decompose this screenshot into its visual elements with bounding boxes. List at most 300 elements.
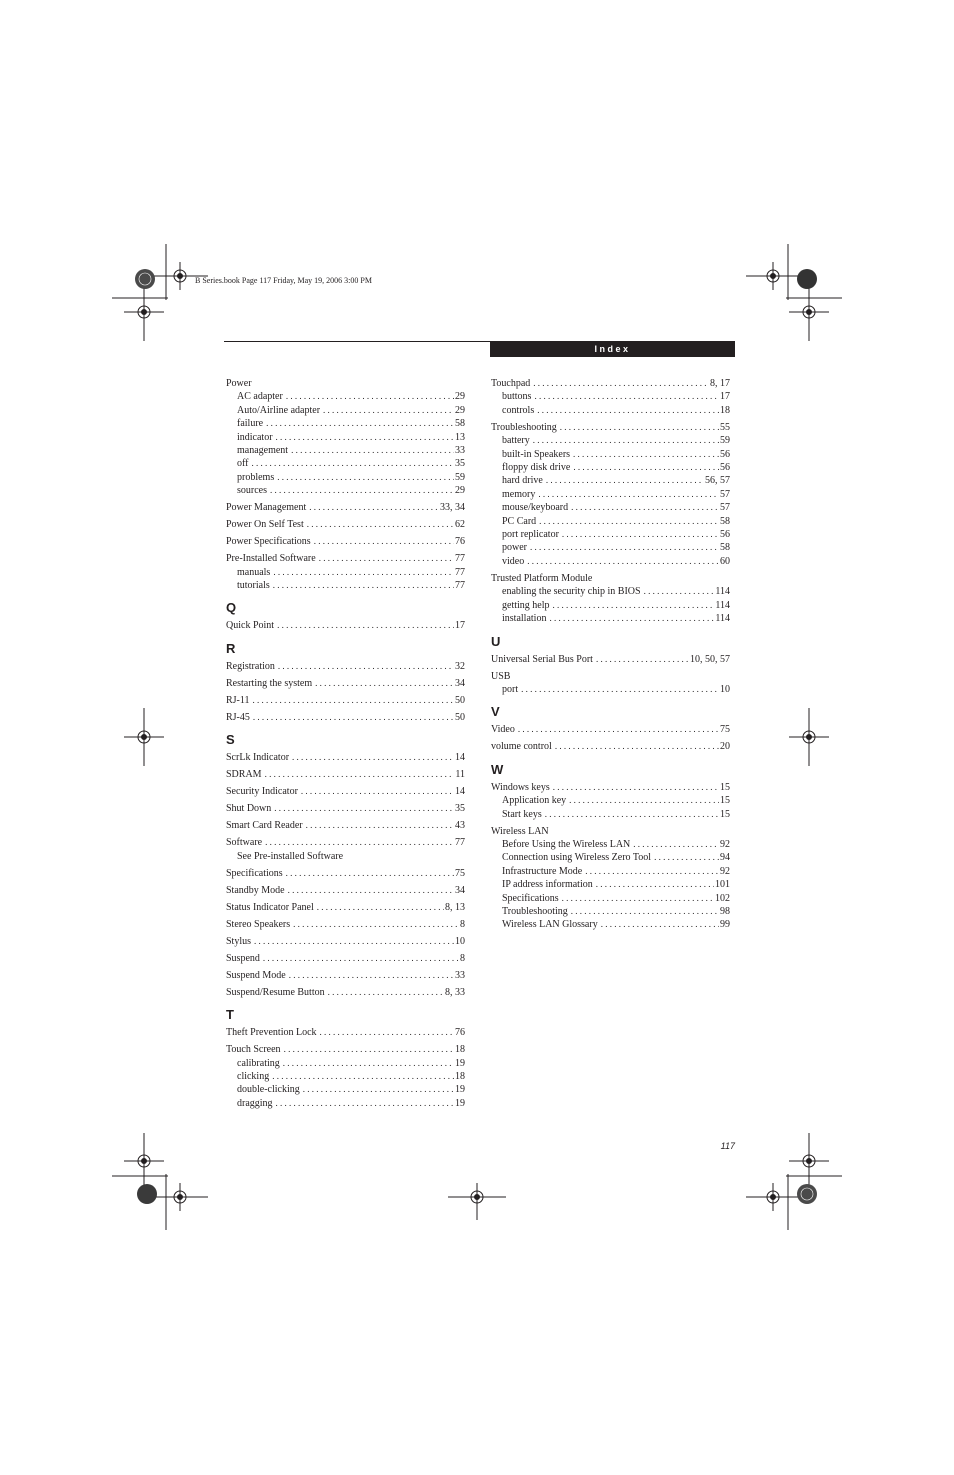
index-subentry	[491, 488, 730, 501]
entry-page-refs: 20	[720, 741, 730, 753]
dot-leader	[573, 461, 719, 474]
entry-page-refs: 58	[720, 542, 730, 554]
index-entry	[491, 781, 730, 794]
book-slug-line: B Series.book Page 117 Friday, May 19, 2006 3:00 PM	[195, 276, 372, 285]
entry-page-refs: 10	[720, 683, 730, 695]
entry-term: IP address information	[502, 879, 593, 891]
dot-leader	[277, 619, 454, 632]
index-subentry	[491, 612, 730, 625]
index-entry	[226, 918, 465, 931]
dot-leader	[291, 444, 454, 457]
entry-page-refs: 8	[460, 952, 465, 964]
dot-leader	[644, 585, 715, 598]
dot-leader	[518, 723, 719, 736]
index-entry	[226, 518, 465, 531]
index-entry	[226, 819, 465, 832]
dot-leader	[306, 819, 454, 832]
entry-page-refs: 94	[720, 852, 730, 864]
index-column-right	[491, 377, 730, 932]
entry-page-refs: 15	[720, 781, 730, 793]
index-entry	[491, 825, 730, 838]
dot-leader	[549, 612, 714, 625]
entry-term: Power Management	[226, 502, 307, 514]
entry-page-refs: 98	[720, 905, 730, 917]
entry-page-refs: 57	[720, 488, 730, 500]
index-subentry	[226, 457, 465, 470]
entry-term: Registration	[226, 660, 275, 672]
dot-leader	[596, 653, 689, 666]
entry-term: port	[502, 683, 519, 695]
entry-page-refs: 33	[455, 445, 465, 457]
entry-term: Troubleshooting	[491, 421, 557, 433]
entry-term: Touch Screen	[226, 1044, 281, 1056]
entry-term: volume control	[491, 741, 552, 753]
dot-leader	[555, 740, 719, 753]
dot-leader	[654, 851, 719, 864]
dot-leader	[545, 808, 719, 821]
entry-page-refs: 101	[715, 879, 730, 891]
dot-leader	[521, 683, 719, 696]
dot-leader	[309, 501, 439, 514]
index-subentry	[491, 461, 730, 474]
entry-page-refs: 17	[720, 391, 730, 403]
entry-term: Suspend Mode	[226, 969, 286, 981]
index-subentry	[491, 501, 730, 514]
dot-leader	[538, 488, 719, 501]
entry-term: Suspend	[226, 952, 260, 964]
entry-term: Restarting the system	[226, 677, 313, 689]
entry-page-refs: 56	[720, 529, 730, 541]
entry-page-refs: 29	[455, 404, 465, 416]
entry-page-refs: 59	[455, 471, 465, 483]
dot-leader	[253, 711, 454, 724]
entry-term: clicking	[237, 1070, 270, 1082]
dot-leader	[277, 471, 454, 484]
entry-term: AC adapter	[237, 391, 283, 403]
entry-page-refs: 34	[455, 884, 465, 896]
entry-term: Wireless LAN Glossary	[502, 919, 598, 931]
index-entry	[226, 1043, 465, 1056]
index-entry	[226, 751, 465, 764]
dot-leader	[319, 552, 454, 565]
entry-page-refs: 56	[720, 462, 730, 474]
entry-term: RJ-45	[226, 711, 250, 723]
entry-term: Wireless LAN	[491, 825, 549, 837]
entry-term: problems	[237, 471, 275, 483]
index-subentry	[491, 434, 730, 447]
entry-term: Stereo Speakers	[226, 918, 291, 930]
entry-term: Universal Serial Bus Port	[491, 653, 593, 665]
header-rule	[224, 341, 490, 342]
entry-page-refs: 19	[455, 1097, 465, 1109]
index-subentry	[226, 444, 465, 457]
entry-page-refs: 58	[455, 418, 465, 430]
dot-leader	[254, 935, 454, 948]
dot-leader	[273, 566, 454, 579]
entry-page-refs: 77	[455, 566, 465, 578]
index-entry	[491, 653, 730, 666]
index-entry	[226, 768, 465, 781]
entry-page-refs: 29	[455, 391, 465, 403]
entry-page-refs: 15	[720, 808, 730, 820]
dot-leader	[569, 794, 719, 807]
entry-term: Before Using the Wireless LAN	[502, 838, 631, 850]
entry-term: USB	[491, 670, 511, 682]
entry-term: power	[502, 542, 527, 554]
entry-term: Auto/Airline adapter	[237, 404, 321, 416]
dot-leader	[265, 768, 455, 781]
entry-page-refs: 33	[455, 969, 465, 981]
entry-page-refs: 10	[455, 935, 465, 947]
entry-page-refs: 76	[455, 1027, 465, 1039]
entry-page-refs: 114	[715, 599, 730, 611]
entry-term: Troubleshooting	[502, 905, 568, 917]
section-letter: W	[491, 761, 504, 777]
dot-leader	[546, 474, 704, 487]
dot-leader	[534, 390, 719, 403]
dot-leader	[560, 421, 719, 434]
entry-term: PC Card	[502, 515, 537, 527]
section-letter: U	[491, 633, 501, 649]
entry-term: Power	[226, 378, 252, 389]
index-subentry	[491, 528, 730, 541]
index-entry	[226, 660, 465, 673]
dot-leader	[633, 838, 719, 851]
entry-term: Start keys	[502, 808, 542, 820]
entry-term: failure	[237, 418, 264, 430]
index-subentry	[226, 1057, 465, 1070]
dot-leader	[251, 457, 454, 470]
entry-term: controls	[502, 404, 535, 416]
entry-term: Standby Mode	[226, 884, 285, 896]
entry-term: RJ-11	[226, 694, 250, 706]
index-subentry	[226, 566, 465, 579]
entry-page-refs: 55	[720, 421, 730, 433]
entry-page-refs: 75	[455, 867, 465, 879]
entry-term: Power Specifications	[226, 536, 311, 548]
entry-page-refs: 8, 13	[445, 901, 465, 913]
entry-term: mouse/keyboard	[502, 502, 569, 514]
dot-leader	[601, 918, 719, 931]
entry-page-refs: 32	[455, 660, 465, 672]
entry-page-refs: 13	[455, 431, 465, 443]
dot-leader	[288, 884, 454, 897]
dot-leader	[320, 1026, 454, 1039]
entry-page-refs: 8	[460, 918, 465, 930]
index-subentry	[226, 1083, 465, 1096]
running-header: Index	[490, 341, 735, 357]
entry-page-refs: 99	[720, 919, 730, 931]
dot-leader	[527, 555, 719, 568]
index-entry	[226, 377, 465, 390]
entry-term: ScrLk Indicator	[226, 752, 290, 764]
entry-page-refs: 50	[455, 711, 465, 723]
entry-page-refs: 56, 57	[705, 475, 730, 487]
entry-page-refs: 10, 50, 57	[690, 653, 730, 665]
dot-leader	[307, 518, 454, 531]
entry-page-refs: 76	[455, 536, 465, 548]
entry-term: Infrastructure Mode	[502, 865, 583, 877]
index-entry	[226, 836, 465, 849]
index-subentry	[491, 851, 730, 864]
entry-term: getting help	[502, 599, 550, 611]
index-subentry	[491, 390, 730, 403]
index-subentry	[491, 555, 730, 568]
entry-term: Smart Card Reader	[226, 820, 303, 832]
index-subentry	[491, 865, 730, 878]
entry-term: SDRAM	[226, 769, 262, 781]
entry-page-refs: 35	[455, 803, 465, 815]
entry-term: Quick Point	[226, 620, 275, 632]
dot-leader	[292, 751, 454, 764]
entry-term: Touchpad	[491, 378, 531, 389]
entry-page-refs: 77	[455, 837, 465, 849]
entry-page-refs: 50	[455, 694, 465, 706]
dot-leader	[553, 599, 715, 612]
entry-term: manuals	[237, 566, 271, 578]
entry-page-refs: 43	[455, 820, 465, 832]
entry-term: Application key	[502, 795, 567, 807]
entry-term: calibrating	[237, 1057, 280, 1069]
index-subentry	[226, 404, 465, 417]
index-subentry	[491, 541, 730, 554]
section-letter: S	[226, 732, 235, 748]
entry-term: Windows keys	[491, 781, 550, 793]
entry-page-refs: 102	[715, 892, 730, 904]
index-entry	[226, 677, 465, 690]
entry-term: Stylus	[226, 935, 252, 947]
dot-leader	[562, 892, 714, 905]
entry-page-refs: 19	[455, 1057, 465, 1069]
index-subentry	[491, 585, 730, 598]
index-subentry	[226, 579, 465, 592]
entry-term: double-clicking	[237, 1084, 300, 1096]
dot-leader	[272, 1070, 454, 1083]
index-subentry	[226, 484, 465, 497]
entry-page-refs: 92	[720, 838, 730, 850]
entry-term: Video	[491, 724, 515, 736]
entry-term: Shut Down	[226, 803, 272, 815]
dot-leader	[286, 867, 454, 880]
index-entry	[226, 694, 465, 707]
section-letter: V	[491, 704, 500, 720]
dot-leader	[562, 528, 719, 541]
dot-leader	[571, 501, 719, 514]
index-subentry	[491, 808, 730, 821]
entry-page-refs: 56	[720, 448, 730, 460]
index-entry	[226, 952, 465, 965]
index-subentry	[491, 515, 730, 528]
entry-term: hard drive	[502, 475, 543, 487]
entry-term: Suspend/Resume Button	[226, 986, 325, 998]
entry-term: port replicator	[502, 529, 559, 541]
index-entry	[226, 867, 465, 880]
index-subentry	[491, 404, 730, 417]
index-subentry	[491, 905, 730, 918]
entry-page-refs: 17	[455, 620, 465, 632]
index-entry	[226, 785, 465, 798]
index-entry	[226, 535, 465, 548]
index-entry	[491, 572, 730, 585]
index-entry	[491, 723, 730, 736]
section-letter: T	[226, 1007, 234, 1023]
entry-page-refs: 15	[720, 795, 730, 807]
dot-leader	[293, 918, 459, 931]
entry-page-refs: 8, 33	[445, 986, 465, 998]
entry-term: Specifications	[226, 867, 283, 879]
entry-page-refs: 57	[720, 502, 730, 514]
entry-page-refs: 33, 34	[440, 502, 465, 514]
dot-leader	[314, 535, 454, 548]
entry-page-refs: 14	[455, 786, 465, 798]
dot-leader	[537, 404, 719, 417]
entry-term: dragging	[237, 1097, 273, 1109]
dot-leader	[274, 802, 454, 815]
dot-leader	[573, 448, 719, 461]
index-entry	[226, 901, 465, 914]
dot-leader	[289, 969, 454, 982]
index-subentry	[491, 794, 730, 807]
dot-leader	[533, 434, 719, 447]
dot-leader	[571, 905, 719, 918]
entry-term: Power On Self Test	[226, 519, 304, 531]
dot-leader	[270, 484, 454, 497]
index-subentry	[226, 1097, 465, 1110]
entry-page-refs: 77	[455, 553, 465, 565]
entry-page-refs: 75	[720, 724, 730, 736]
dot-leader	[273, 579, 454, 592]
index-subentry	[491, 599, 730, 612]
dot-leader	[317, 901, 444, 914]
entry-page-refs: 114	[715, 586, 730, 598]
entry-term: Security Indicator	[226, 786, 298, 798]
index-column-left	[226, 377, 465, 1110]
entry-page-refs: 59	[720, 435, 730, 447]
dot-leader	[276, 431, 454, 444]
dot-leader	[253, 694, 454, 707]
entry-term: tutorials	[237, 580, 270, 592]
index-entry	[226, 969, 465, 982]
page-number: 117	[720, 1141, 735, 1151]
entry-term: Pre-Installed Software	[226, 553, 316, 565]
index-subentry	[226, 471, 465, 484]
index-entry	[226, 501, 465, 514]
entry-term: indicator	[237, 431, 273, 443]
index-subentry	[226, 431, 465, 444]
entry-page-refs: 11	[455, 769, 465, 781]
index-entry	[226, 802, 465, 815]
entry-term: built-in Speakers	[502, 448, 571, 460]
index-entry	[226, 1026, 465, 1039]
dot-leader	[301, 785, 454, 798]
entry-term: Specifications	[502, 892, 559, 904]
index-entry	[226, 935, 465, 948]
entry-term: Trusted Platform Module	[491, 572, 593, 584]
index-entry	[491, 377, 730, 390]
index-entry	[226, 986, 465, 999]
index-subentry	[491, 474, 730, 487]
index-subentry	[226, 1070, 465, 1083]
dot-leader	[303, 1083, 454, 1096]
entry-page-refs: 60	[720, 555, 730, 567]
dot-leader	[284, 1043, 454, 1056]
entry-page-refs: 14	[455, 752, 465, 764]
index-subentry	[491, 918, 730, 931]
index-subentry	[491, 683, 730, 696]
entry-term: Theft Prevention Lock	[226, 1027, 317, 1039]
entry-term: sources	[237, 485, 267, 497]
dot-leader	[530, 541, 719, 554]
see-reference: See Pre-installed Software	[237, 850, 344, 862]
dot-leader	[323, 404, 454, 417]
dot-leader	[328, 986, 444, 999]
section-letter: R	[226, 640, 236, 656]
index-subentry	[491, 448, 730, 461]
entry-page-refs: 114	[715, 613, 730, 625]
entry-term: video	[502, 555, 525, 567]
index-entry	[491, 740, 730, 753]
index-subentry	[226, 390, 465, 403]
index-subentry	[226, 417, 465, 430]
dot-leader	[596, 878, 714, 891]
dot-leader	[315, 677, 454, 690]
index-entry	[226, 884, 465, 897]
index-subentry	[491, 838, 730, 851]
entry-page-refs: 18	[455, 1070, 465, 1082]
entry-term: off	[237, 458, 249, 470]
dot-leader	[286, 390, 454, 403]
index-entry	[491, 421, 730, 434]
entry-term: memory	[502, 488, 536, 500]
dot-leader	[553, 781, 719, 794]
entry-page-refs: 35	[455, 458, 465, 470]
index-entry	[226, 552, 465, 565]
dot-leader	[278, 660, 454, 673]
index-subentry	[491, 892, 730, 905]
entry-term: buttons	[502, 391, 532, 403]
index-entry	[491, 670, 730, 683]
dot-leader	[276, 1097, 454, 1110]
entry-page-refs: 29	[455, 485, 465, 497]
index-subentry	[491, 878, 730, 891]
entry-page-refs: 34	[455, 677, 465, 689]
entry-page-refs: 58	[720, 515, 730, 527]
entry-term: floppy disk drive	[502, 462, 571, 474]
index-entry	[226, 619, 465, 632]
dot-leader	[265, 836, 454, 849]
entry-term: Software	[226, 837, 263, 849]
entry-term: installation	[502, 613, 547, 625]
section-letter: Q	[226, 600, 237, 616]
dot-leader	[283, 1057, 454, 1070]
dot-leader	[539, 515, 719, 528]
entry-term: Connection using Wireless Zero Tool	[502, 852, 652, 864]
entry-page-refs: 62	[455, 519, 465, 531]
entry-term: Status Indicator Panel	[226, 901, 314, 913]
entry-page-refs: 18	[720, 404, 730, 416]
entry-page-refs: 92	[720, 865, 730, 877]
entry-page-refs: 77	[455, 580, 465, 592]
dot-leader	[266, 417, 454, 430]
entry-page-refs: 19	[455, 1084, 465, 1096]
dot-leader	[585, 865, 719, 878]
entry-page-refs: 8, 17	[710, 378, 730, 389]
entry-term: enabling the security chip in BIOS	[502, 586, 641, 598]
dot-leader	[263, 952, 459, 965]
entry-page-refs: 18	[455, 1044, 465, 1056]
index-entry	[226, 711, 465, 724]
entry-term: management	[237, 445, 289, 457]
